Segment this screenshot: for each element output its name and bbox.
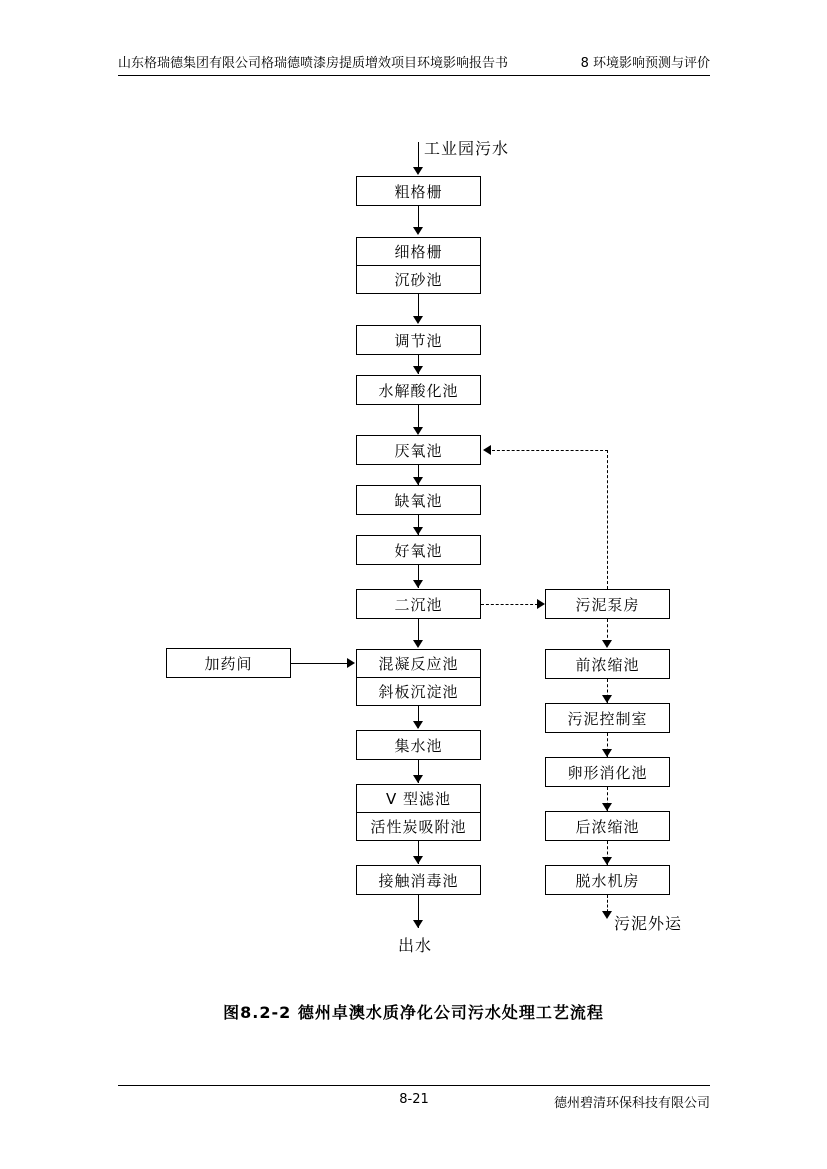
arrow-carbon-to-disinfection	[413, 856, 423, 864]
connector-inlet	[418, 142, 419, 168]
node-v-type-filter: V 型滤池	[356, 784, 481, 813]
node-aerobic-tank: 好氧池	[356, 535, 481, 565]
node-contact-disinfection-tank: 接触消毒池	[356, 865, 481, 895]
node-secondary-clarifier: 二沉池	[356, 589, 481, 619]
arrow-dewatering-to-sludge-outlet	[602, 911, 612, 919]
arrow-coarse-to-fine	[413, 227, 423, 235]
node-coarse-screen: 粗格栅	[356, 176, 481, 206]
connector-return-sludge-vertical	[607, 450, 608, 589]
header-right-text: 8 环境影响预测与评价	[580, 56, 710, 71]
connector-grit-to-equalization	[418, 294, 419, 317]
arrow-aerobic-to-secondary	[413, 580, 423, 588]
node-sludge-pump-house: 污泥泵房	[545, 589, 670, 619]
arrow-anaerobic-to-anoxic	[413, 477, 423, 485]
node-sludge-control-room: 污泥控制室	[545, 703, 670, 733]
header-left-text: 山东格瑞德集团有限公司格瑞德喷漆房提质增效项目环境影响报告书	[118, 56, 509, 71]
node-anoxic-tank: 缺氧池	[356, 485, 481, 515]
arrow-hydrolysis-to-anaerobic	[413, 427, 423, 435]
arrow-post-thickener-to-dewatering	[602, 857, 612, 865]
arrow-secondary-to-sludge-pump	[537, 599, 545, 609]
connector-return-sludge-horizontal	[492, 450, 608, 451]
arrow-pump-to-pre-thickener	[602, 640, 612, 648]
arrow-sedimentation-to-collection	[413, 721, 423, 729]
node-dewatering-machine-room: 脱水机房	[545, 865, 670, 895]
arrow-equalization-to-hydrolysis	[413, 366, 423, 374]
arrow-grit-to-equalization	[413, 316, 423, 324]
arrow-control-to-digester	[602, 749, 612, 757]
arrow-pre-thickener-to-control	[602, 695, 612, 703]
figure-caption: 图8.2-2 德州卓澳水质净化公司污水处理工艺流程	[223, 1003, 604, 1022]
node-dosing-room: 加药间	[166, 648, 291, 678]
node-egg-shaped-digester: 卵形消化池	[545, 757, 670, 787]
sludge-outlet-label: 污泥外运	[614, 914, 683, 933]
arrow-disinfection-to-outlet	[413, 920, 423, 928]
arrow-inlet	[413, 167, 423, 175]
node-hydrolysis-acidification-tank: 水解酸化池	[356, 375, 481, 405]
arrow-anoxic-to-aerobic	[413, 527, 423, 535]
arrow-collection-to-filter	[413, 775, 423, 783]
arrow-dosing-to-coagulation	[347, 658, 355, 668]
node-coagulation-reaction-tank: 混凝反应池	[356, 649, 481, 678]
node-activated-carbon-adsorption-tank: 活性炭吸附池	[356, 812, 481, 841]
node-fine-screen: 细格栅	[356, 237, 481, 266]
connector-dosing-to-coagulation	[291, 663, 348, 664]
node-anaerobic-tank: 厌氧池	[356, 435, 481, 465]
footer-company: 德州碧清环保科技有限公司	[553, 1096, 710, 1111]
connector-secondary-to-sludge-pump	[481, 604, 538, 605]
connector-coarse-to-fine	[418, 206, 419, 228]
inlet-label: 工业园污水	[424, 139, 510, 158]
node-grit-chamber: 沉砂池	[356, 265, 481, 294]
node-water-collection-tank: 集水池	[356, 730, 481, 760]
outlet-label: 出水	[398, 936, 433, 955]
arrow-digester-to-post-thickener	[602, 803, 612, 811]
node-pre-thickener: 前浓缩池	[545, 649, 670, 679]
footer-page-number: 8-21	[399, 1092, 429, 1107]
page-footer	[118, 1085, 710, 1111]
node-inclined-plate-sedimentation-tank: 斜板沉淀池	[356, 677, 481, 706]
node-equalization-tank: 调节池	[356, 325, 481, 355]
arrow-secondary-to-coagulation	[413, 640, 423, 648]
arrow-return-sludge	[483, 445, 491, 455]
node-post-thickener: 后浓缩池	[545, 811, 670, 841]
